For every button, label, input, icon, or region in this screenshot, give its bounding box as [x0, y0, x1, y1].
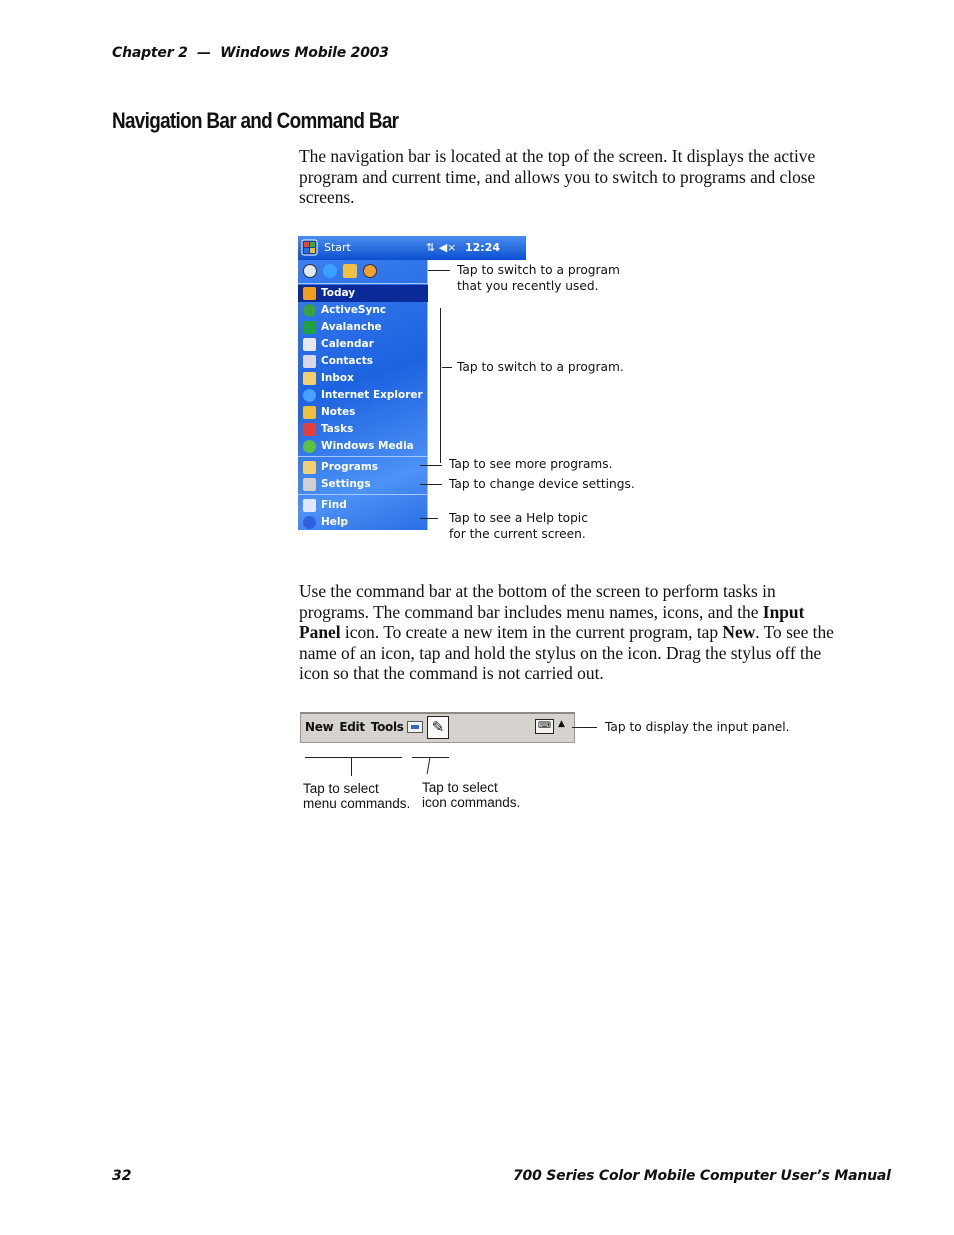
input-panel-term: Input Panel [299, 601, 805, 642]
chapter-title: Windows Mobile 2003 [220, 45, 389, 61]
menu-separator [298, 494, 428, 495]
callout-input-panel: Tap to display the input panel. [605, 720, 790, 734]
recent-program-icon[interactable] [363, 264, 377, 278]
callout-icon-commands: Tap to select icon commands. [422, 780, 521, 810]
notes-icon [303, 406, 316, 419]
contacts-icon [303, 355, 316, 368]
windows-flag-icon[interactable] [301, 239, 318, 256]
recent-programs-row[interactable] [298, 260, 428, 284]
internet-explorer-icon [303, 389, 316, 402]
recent-program-icon[interactable] [343, 264, 357, 278]
command-bar-paragraph: Use the command bar at the bottom of the screen to perform tasks in programs. The command bar includes menu names, icons, and the Input Panel icon. To create a new item in the current program, tap New. To see the name of an icon, tap and hold the stylus on the icon. Drag the stylus off the icon so that the command is not carried out. [299, 581, 834, 683]
start-label[interactable]: Start [324, 241, 351, 254]
find-icon [303, 499, 316, 512]
recent-program-icon[interactable] [303, 264, 317, 278]
callout-leader-line [351, 758, 352, 776]
callout-leader-line [442, 367, 452, 368]
callout-leader-line [420, 465, 442, 466]
keyboard-icon[interactable]: ⌨ [535, 719, 554, 734]
pen-icon[interactable]: ✎ [427, 716, 449, 739]
menu-item-avalanche[interactable]: Avalanche [298, 319, 428, 336]
tools-menu[interactable]: Tools [370, 720, 404, 734]
section-title: Navigation Bar and Command Bar [112, 108, 399, 133]
page-number: 32 [112, 1168, 132, 1184]
start-menu [298, 260, 428, 530]
menu-item-help[interactable]: Help [298, 514, 428, 531]
activesync-icon [303, 304, 316, 317]
menu-item-calendar[interactable]: Calendar [298, 336, 428, 353]
navigation-bar[interactable] [298, 236, 526, 260]
menu-item-internet-explorer[interactable]: Internet Explorer [298, 387, 428, 404]
callout-device-settings: Tap to change device settings. [449, 477, 635, 491]
programs-icon [303, 461, 316, 474]
menu-item-find[interactable]: Find [298, 497, 428, 514]
connectivity-volume-icon[interactable]: ⇅ ◀× [426, 241, 457, 254]
tasks-icon [303, 423, 316, 436]
callout-leader-line [427, 758, 431, 774]
callout-bracket-line [305, 757, 402, 758]
edit-menu[interactable]: Edit [339, 720, 365, 734]
chapter-number: Chapter 2 [112, 45, 188, 61]
navigation-bar-paragraph: The navigation bar is located at the top of the screen. It displays the active program and current time, and allows you to switch to programs and close screens. [299, 146, 816, 207]
menu-item-inbox[interactable]: Inbox [298, 370, 428, 387]
menu-item-today[interactable]: Today [298, 285, 428, 302]
running-header [112, 45, 389, 61]
callout-bracket-line [440, 308, 441, 463]
menu-item-settings[interactable]: Settings [298, 476, 428, 493]
recent-program-icon[interactable] [323, 264, 337, 278]
callout-leader-line [420, 484, 442, 485]
calendar-icon [303, 338, 316, 351]
command-bar-menus [305, 720, 410, 734]
chapter-dash: — [196, 45, 211, 61]
menu-item-tasks[interactable]: Tasks [298, 421, 428, 438]
callout-leader-line [428, 270, 450, 271]
help-icon [303, 516, 316, 529]
new-term: New [722, 622, 756, 642]
callout-help-topic: Tap to see a Help topic for the current screen. [449, 511, 588, 541]
callout-leader-line [572, 727, 597, 728]
new-menu[interactable]: New [305, 720, 334, 734]
start-menu-screenshot [298, 236, 501, 530]
windows-media-icon [303, 440, 316, 453]
card-icon[interactable] [407, 721, 423, 733]
inbox-icon [303, 372, 316, 385]
callout-leader-line [420, 518, 438, 519]
menu-item-programs[interactable]: Programs [298, 459, 428, 476]
menu-item-contacts[interactable]: Contacts [298, 353, 428, 370]
clock-time[interactable]: 12:24 [465, 241, 501, 254]
command-bar [300, 712, 575, 743]
today-icon [303, 287, 316, 300]
input-panel-arrow-icon[interactable]: ▲ [558, 719, 565, 729]
menu-separator [298, 456, 428, 457]
menu-item-activesync[interactable]: ActiveSync [298, 302, 428, 319]
menu-item-windows-media[interactable]: Windows Media [298, 438, 428, 455]
menu-item-notes[interactable]: Notes [298, 404, 428, 421]
settings-icon [303, 478, 316, 491]
callout-recent-programs: Tap to switch to a program that you recently used. [457, 263, 620, 293]
avalanche-icon [303, 321, 316, 334]
callout-menu-commands: Tap to select menu commands. [303, 781, 411, 811]
callout-more-programs: Tap to see more programs. [449, 457, 613, 471]
callout-switch-program: Tap to switch to a program. [457, 360, 624, 374]
manual-title: 700 Series Color Mobile Computer User’s Manual [513, 1168, 891, 1184]
